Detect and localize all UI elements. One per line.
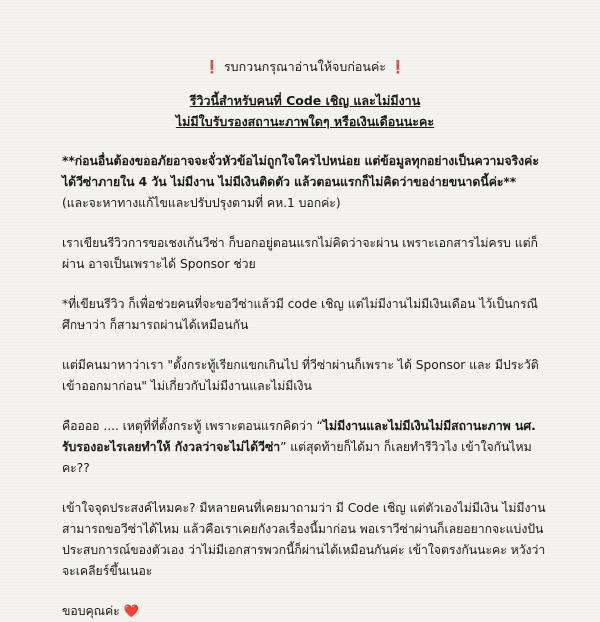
- warning-heading: [62, 58, 548, 76]
- paragraph-apology: [62, 151, 548, 214]
- closing-text: ขอบคุณค่ะ: [62, 604, 120, 618]
- explanation-start: คืออออ .... เหตุที่ที่ตั้งกระทู้ เพราะตอนแรกคิดว่า “: [62, 419, 323, 433]
- explanation-end: ” แต่สุดท้ายก็ได้มา ก็เลยทำรีวิวไง เข้าใจกันไหมคะ??: [62, 440, 532, 475]
- exclamation-icon: ❗: [204, 59, 220, 74]
- paragraph-purpose: *ที่เขียนรีวิว ก็เพื่อช่วยคนที่จะขอวีซ่าแล้วมี code เชิญ แต่ไม่มีงานไม่มีเงินเดือน ไว้เป็นกรณีศึกษาว่า ก็สามารถผ่านได้เหมือนกัน: [62, 297, 538, 332]
- review-title-line-1: รีวิวนี้สำหรับคนที่ Code เชิญ และไม่มีงาน: [189, 93, 421, 108]
- paragraph-criticism: แต่มีคนมาหาว่าเรา "ตั้งกระทู้เรียกแขกเกินไป ที่วีซ่าผ่านก็เพราะ ได้ Sponsor และ มีประวัติเข้าออกมาก่อน" ไม่เกี่ยวกับไม่มีงานและไม่มีเงิน: [62, 358, 539, 393]
- review-title-line-2: ไม่มีใบรับรองสถานะภาพใดๆ หรือเงินเดือนนะคะ: [175, 114, 435, 129]
- paragraph-clarification: เข้าใจจุดประสงค์ไหมคะ? มีหลายคนที่เคยมาถามว่า มี Code เชิญ แต่ตัวเองไม่มีเงิน ไม่มีงาน สามารถขอวีซ่าได้ไหม แล้วคือเราเคยกังวลเรื่องนี้มาก่อน พอเราวีซ่าผ่านก็เลยอยากจะแบ่งปัน ประสบการณ์ของตัวเอง ว่าไม่มีเอกสารพวกนี้ก็ผ่านได้เหมือนกันค่ะ เข้าใจตรงกันนะคะ หวังว่าจะเคลียร์ขึ้นเนอะ: [62, 501, 546, 578]
- exclamation-icon: ❗: [390, 59, 406, 74]
- review-title: [62, 90, 548, 132]
- apology-bold-text: **ก่อนอื่นต้องขออภัยอาจจะจั่วหัวข้อไม่ถูกใจใครไปหน่อย แต่ข้อมูลทุกอย่างเป็นความจริงค่ะ ได้วีซ่าภายใน 4 วัน ไม่มีงาน ไม่มีเงินติดตัว แล้วตอนแรกก็ไม่คิดว่าของ่ายขนาดนี้ค่ะ**: [62, 154, 539, 189]
- explanation-bold: ไม่มีงานและไม่มีเงินไม่มีสถานะภาพ นศ. รับรองอะไรเลยทำให้ กังวลว่าจะไม่ได้วีซ่า: [62, 419, 536, 454]
- closing-line: [62, 601, 548, 622]
- heart-icon: ❤️: [123, 604, 139, 618]
- warning-heading-text: รบกวนกรุณาอ่านให้จบก่อนค่ะ: [223, 59, 387, 74]
- paragraph-intro: เราเขียนรีวิวการขอเชงเก้นวีซ่า ก็บอกอยู่ตอนแรกไม่คิดว่าจะผ่าน เพราะเอกสารไม่ครบ แต่ก็ผ่าน อาจเป็นเพราะได้ Sponsor ช่วย: [62, 236, 538, 271]
- paragraph-explanation: [62, 416, 548, 479]
- apology-note-text: (และจะหาทางแก้ไขและปรับปรุงตามที่ คห.1 บอกค่ะ): [62, 196, 341, 210]
